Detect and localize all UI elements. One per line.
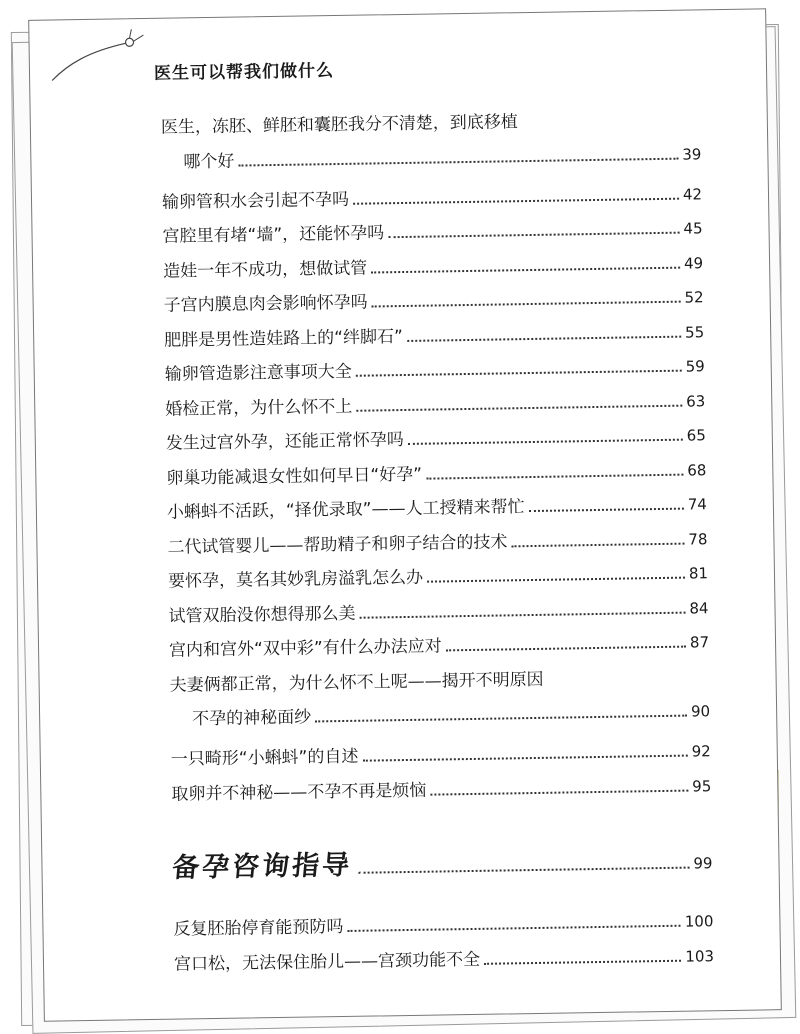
dot-leader [371,266,680,273]
toc-entry-title: 输卵管积水会引起不孕吗 [161,189,350,213]
toc-entry-title: 反复胚胎停育能预防吗 [173,917,344,940]
dot-leader [407,335,681,341]
dot-leader [356,370,682,377]
toc-entry-page-number: 92 [691,742,711,761]
toc-entry-title: 取卵并不神秘——不孕不再是烦恼 [171,780,427,805]
dot-leader [372,301,681,308]
toc-entry-page-number: 78 [688,529,708,549]
toc-entry-page-number: 63 [686,391,706,411]
toc-entry-title: 一只畸形“小蝌蚪”的自述 [170,746,359,770]
toc-entry-page-number: 59 [685,357,705,376]
toc-entry-page-number: 55 [684,322,705,342]
toc-entry-title: 试管双胎没你想得那么美 [168,603,356,627]
toc-entry-page-number: 42 [682,184,703,204]
toc-entry-title: 医生，冻胚、鲜胚和囊胚我分不清楚，到底移植 [160,112,519,138]
dot-leader [315,715,687,723]
toc-entry-title: 二代试管婴儿——帮助精子和卵子结合的技术 [167,531,508,558]
toc-entry-page-number: 68 [687,460,707,480]
dot-leader [408,439,683,445]
toc-entry-page-number: 74 [687,495,708,514]
dot-leader [427,577,685,583]
toc-entry-title: 造娃一年不成功，想做试管 [162,258,368,282]
dot-leader [356,404,682,411]
toc-entry-page-number: 52 [684,288,704,307]
table-of-contents [161,104,715,983]
toc-entry-title: 宫口松，无法保住胎儿——宫颈功能不全 [173,949,481,975]
dot-leader [238,157,678,166]
toc-entry-page-number: 49 [683,253,704,273]
dot-leader [484,959,681,964]
dot-leader [362,755,687,762]
toc-entry-page-number: 65 [686,426,706,445]
toc-entry-page-number: 103 [685,946,715,966]
toc-entry-title: 肥胖是男性造娃路上的“绊脚石” [164,326,403,351]
dot-leader [511,542,684,547]
toc-entry-title: 小蝌蚪不活跃，“择优录取”——人工授精来帮忙 [166,497,525,523]
dot-leader [353,197,679,204]
toc-entry-page-number: 81 [688,564,709,583]
dot-leader [426,473,683,479]
toc-entry-page-number: 90 [690,702,711,721]
section-title: 备孕咨询指导 [170,849,354,884]
toc-entry-title: 不孕的神秘面纱 [192,707,312,730]
toc-entry-title: 婚检正常，为什么怀不上 [165,396,353,420]
running-header: 医生可以帮我们做什么 [153,61,335,84]
toc-entry-page-number: 87 [689,633,710,652]
dot-leader [529,508,684,512]
book-page [28,8,782,1021]
dandelion-doodle-icon [47,23,168,85]
toc-entry-title: 夫妻俩都正常，为什么怀不上呢——揭开不明原因 [169,669,544,696]
dot-leader [430,789,688,795]
dot-leader [348,925,681,932]
dot-leader [446,646,686,652]
toc-entry[interactable] [171,771,711,814]
section-heading[interactable] [172,837,713,884]
toc-entry-title: 宫腔里有堵“墙”，还能怀孕吗 [162,223,385,247]
toc-entry-title: 宫内和宫外“双中彩”有什么办法应对 [168,636,442,661]
toc-entry-title: 发生过宫外孕，还能正常怀孕吗 [165,430,404,454]
toc-entry-page-number: 39 [682,144,702,164]
dot-leader [388,232,679,239]
toc-entry-page-number: 100 [684,912,714,931]
toc-entry-title: 输卵管造影注意事项大全 [164,361,352,385]
section-page-number: 99 [693,854,713,873]
toc-entry-page-number: 84 [689,598,709,618]
toc-entry-title: 要怀孕，莫名其妙乳房溢乳怎么办 [167,567,424,592]
toc-entry-page-number: 95 [692,776,712,796]
dot-leader [360,611,686,618]
toc-entry-title: 哪个好 [183,151,235,172]
toc-entry-title: 子宫内膜息肉会影响怀孕吗 [163,292,368,316]
toc-entry-title: 卵巢功能减退女性如何早日“好孕” [166,464,423,489]
dot-leader [359,867,690,874]
toc-entry-page-number: 45 [683,219,703,238]
toc-entry[interactable] [174,941,714,984]
